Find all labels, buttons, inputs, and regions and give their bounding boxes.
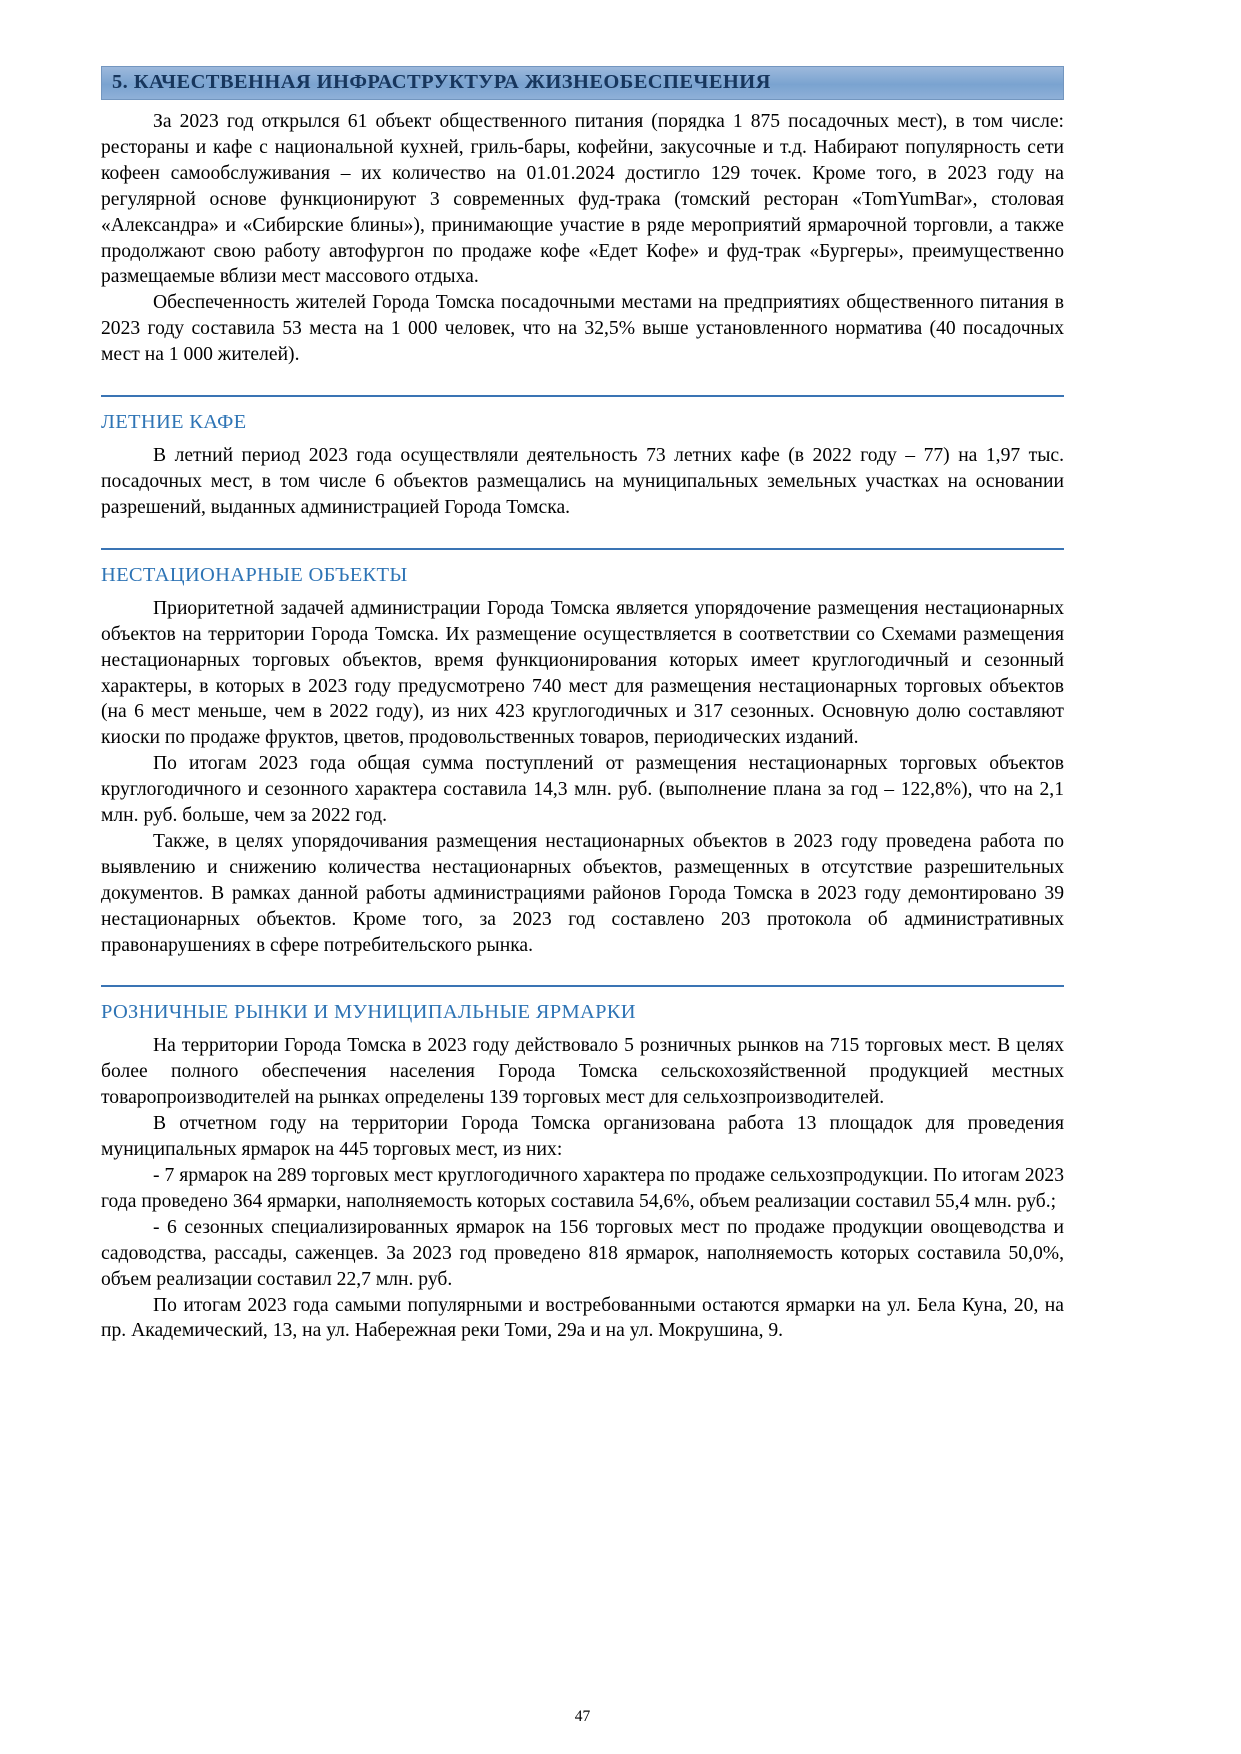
paragraph-nonstationary-income: По итогам 2023 года общая сумма поступлений от размещения нестационарных торговых объектов круглогодичного и сезонного характера составила 14,3 млн. руб. (выполнение плана за год – 122,8%), что на 2,1 млн. руб. больше, чем за 2022 год.: [101, 753, 1064, 827]
page-number: 47: [574, 1708, 591, 1725]
section-title-nonstationary-objects: НЕСТАЦИОНАРНЫЕ ОБЪЕКТЫ: [101, 563, 408, 586]
section-title-retail-markets: РОЗНИЧНЫЕ РЫНКИ И МУНИЦИПАЛЬНЫЕ ЯРМАРКИ: [101, 1001, 636, 1024]
paragraph-popular-fairs: По итогам 2023 года самыми популярными и востребованными остаются ярмарки на ул. Бела Куна, 20, на пр. Академический, 13, на ул. Набережная реки Томи, 29а и на ул. Мокрушина, 9.: [101, 1294, 1064, 1342]
paragraph-nonstationary-dismantled: Также, в целях упорядочивания размещения нестационарных объектов в 2023 году проведена работа по выявлению и снижению количества нестационарных объектов, размещенных в отсутствие разрешительных документов. В рамках данной работы администрациями районов Города Томска в 2023 году демонтировано 39 нестационарных объектов. Кроме того, за 2023 год составлено 203 протокола об административных правонарушениях в сфере потребительского рынка.: [101, 830, 1064, 956]
paragraph-nonstationary-placement: Приоритетной задачей администрации Города Томска является упорядочение размещения нестационарных объектов на территории Города Томска. Их размещение осуществляется в соответствии со Схемами размещения нестационарных торговых объектов, время функционирования которых имеет круглогодичный и сезонный характеры, в которых в 2023 году предусмотрено 740 мест для размещения нестационарных торговых объектов (на 6 мест меньше, чем в 2022 году), из них 423 круглогодичных и 317 сезонных. Основную долю составляют киоски по продаже фруктов, цветов, продовольственных товаров, периодических изданий.: [101, 597, 1064, 749]
paragraph-fair-platforms: В отчетном году на территории Города Томска организована работа 13 площадок для проведения муниципальных ярмарок на 445 торговых мест, из них:: [101, 1113, 1064, 1161]
paragraph-fairs-seasonal: - 6 сезонных специализированных ярмарок на 156 торговых мест по продаже продукции овощеводства и садоводства, рассады, саженцев. За 2023 год проведено 818 ярмарок, наполняемость которых составила 50,0%, объем реализации составил 22,7 млн. руб.: [101, 1216, 1064, 1290]
section-divider-line: [101, 395, 1064, 397]
paragraph-food-service-opened: За 2023 год открылся 61 объект общественного питания (порядка 1 875 посадочных мест), в том числе: рестораны и кафе с национальной кухней, гриль-бары, кофейни, закусочные и т.д. Набирают популярность сети кофеен самообслуживания – их количество на 01.01.2024 достигло 129 точек. Кроме того, в 2023 году на регулярной основе функционируют 3 современных фуд-трака (томский ресторан «TomYumBar», столовая «Александра» и «Сибирские блины»), принимающие участие в ряде мероприятий ярмарочной торговли, а также продолжают свою работу автофургон по продаже кофе «Едет Кофе» и фуд-трак «Бургеры», преимущественно размещаемые вблизи мест массового отдыха.: [101, 111, 1064, 288]
section-retail-markets: [101, 985, 1064, 1344]
paragraph-summer-cafes: В летний период 2023 года осуществляли деятельность 73 летних кафе (в 2022 году – 77) на 1,97 тыс. посадочных мест, в том числе 6 объектов размещались на муниципальных земельных участках на основании разрешений, выданных администрацией Города Томска.: [101, 445, 1064, 518]
chapter-heading-banner: [101, 66, 1064, 100]
section-divider-line: [101, 548, 1064, 550]
paragraph-fairs-yearround: - 7 ярмарок на 289 торговых мест круглогодичного характера по продаже сельхозпродукции. По итогам 2023 года проведено 364 ярмарки, наполняемость которых составила 54,6%, объем реализации составил 55,4 млн. руб.;: [101, 1165, 1064, 1212]
section-nonstationary-objects: [101, 548, 1064, 959]
paragraph-seats-provision: Обеспеченность жителей Города Томска посадочными местами на предприятиях общественного питания в 2023 году составила 53 места на 1 000 человек, что на 32,5% выше установленного норматива (40 посадочных мест на 1 000 жителей).: [101, 292, 1064, 366]
chapter-heading-title: 5. КАЧЕСТВЕННАЯ ИНФРАСТРУКТУРА ЖИЗНЕОБЕСПЕЧЕНИЯ: [112, 71, 771, 93]
section-summer-cafes: [101, 395, 1064, 521]
section-title-summer-cafes: ЛЕТНИЕ КАФЕ: [101, 411, 247, 434]
paragraph-retail-markets: На территории Города Томска в 2023 году действовало 5 розничных рынков на 715 торговых мест. В целях более полного обеспечения населения Города Томска сельскохозяйственной продукцией местных товаропроизводителей на рынках определены 139 торговых мест для сельхозпроизводителей.: [101, 1035, 1064, 1109]
section-divider-line: [101, 985, 1064, 987]
